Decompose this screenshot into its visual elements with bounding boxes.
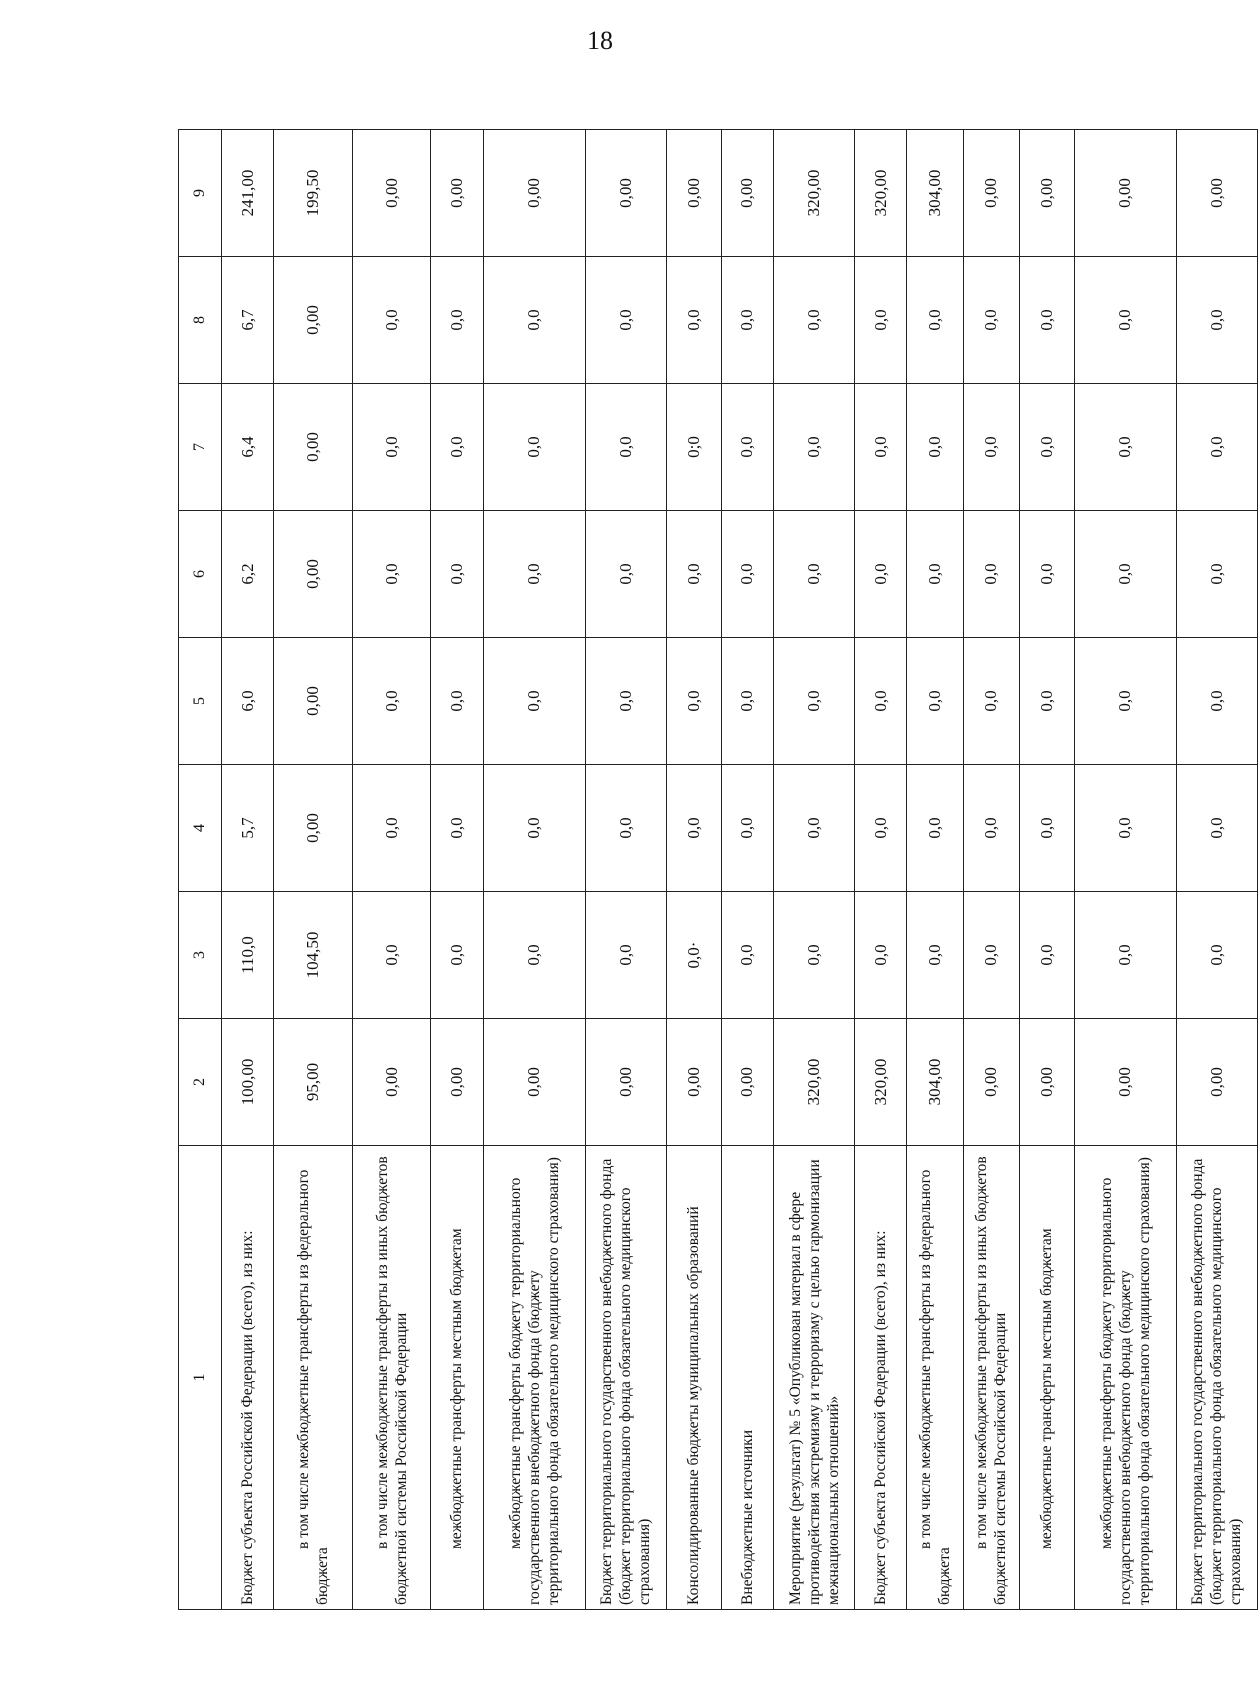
table-row	[1019, 130, 1074, 1610]
value-cell: 0,0	[855, 638, 907, 765]
table-row	[963, 130, 1019, 1610]
table-row	[907, 130, 963, 1610]
row-label: в том числе межбюджетные трансферты из федерального бюджета	[907, 1146, 963, 1610]
value-cell: 0,0	[666, 638, 721, 765]
value-cell: 5,7	[222, 765, 274, 892]
table-row	[431, 130, 483, 1610]
row-label: межбюджетные трансферты местным бюджетам	[1019, 1146, 1074, 1610]
value-cell: 0,0	[963, 257, 1019, 384]
value-cell: 0,0	[773, 638, 854, 765]
value-cell: 0,00	[721, 130, 773, 257]
value-cell: 320,00	[855, 130, 907, 257]
value-cell: 0,0	[483, 257, 585, 384]
value-cell: 0,0	[963, 765, 1019, 892]
budget-table	[178, 129, 1258, 1610]
value-cell: 0,00	[1074, 1019, 1176, 1146]
value-cell: 6,2	[222, 511, 274, 638]
value-cell: 0,0	[855, 511, 907, 638]
value-cell: 320,00	[855, 1019, 907, 1146]
value-cell: 0,0	[483, 384, 585, 511]
value-cell: 0,0	[585, 257, 666, 384]
table-row	[352, 130, 430, 1610]
value-cell: 0,0	[585, 638, 666, 765]
value-cell: 0,0	[1176, 892, 1257, 1019]
value-cell: 0,0	[855, 384, 907, 511]
value-cell: 0,0	[1074, 638, 1176, 765]
value-cell: 0,00	[963, 130, 1019, 257]
value-cell: 0,00	[274, 384, 352, 511]
value-cell: 0,0·	[666, 892, 721, 1019]
row-label: Мероприятие (результат) № 5 «Опубликован материал в сфере противодействия экстремизму и терроризму с целью гармонизации межнациональных отношений»	[773, 1146, 854, 1610]
value-cell: 0,00	[352, 1019, 430, 1146]
table-row	[1074, 130, 1176, 1610]
value-cell: 0,0	[721, 765, 773, 892]
value-cell: 320,00	[773, 130, 854, 257]
value-cell: 0,0	[483, 765, 585, 892]
page-number: 18	[587, 26, 613, 55]
column-header: 2	[179, 1019, 222, 1146]
value-cell: 0,00	[352, 130, 430, 257]
value-cell: 0,0	[1074, 765, 1176, 892]
value-cell: 0,0	[721, 384, 773, 511]
row-label: Консолидированные бюджеты муниципальных образований	[666, 1146, 721, 1610]
value-cell: 0,0	[431, 511, 483, 638]
value-cell: 0,0	[352, 384, 430, 511]
value-cell: 0,0	[1074, 257, 1176, 384]
column-header: 6	[179, 511, 222, 638]
value-cell: 0,0	[1074, 511, 1176, 638]
column-header: 8	[179, 257, 222, 384]
value-cell: 0,0	[963, 511, 1019, 638]
value-cell: 0,00	[666, 130, 721, 257]
value-cell: 0,00	[431, 130, 483, 257]
value-cell: 0,0	[1019, 892, 1074, 1019]
value-cell: 0,0	[431, 257, 483, 384]
column-header: 3	[179, 892, 222, 1019]
table-row	[721, 130, 773, 1610]
value-cell: 0,0	[773, 384, 854, 511]
value-cell: 0,0	[773, 892, 854, 1019]
value-cell: 0,0	[352, 511, 430, 638]
value-cell: 0,0	[907, 384, 963, 511]
row-label: в том числе межбюджетные трансферты из иных бюджетов бюджетной системы Российской Федерации	[352, 1146, 430, 1610]
value-cell: 0,0	[666, 511, 721, 638]
table-row	[483, 130, 585, 1610]
table-row	[222, 130, 274, 1610]
value-cell: 0,0	[721, 257, 773, 384]
value-cell: 0,0	[585, 765, 666, 892]
value-cell: 0,0	[1019, 638, 1074, 765]
value-cell: 0,0	[666, 257, 721, 384]
value-cell: 0,0	[773, 257, 854, 384]
table-row	[1176, 130, 1257, 1610]
value-cell: 0,0	[773, 765, 854, 892]
value-cell: 0,0	[1176, 638, 1257, 765]
value-cell: 320,00	[773, 1019, 854, 1146]
value-cell: 95,00	[274, 1019, 352, 1146]
row-label: в том числе межбюджетные трансферты из федерального бюджета	[274, 1146, 352, 1610]
value-cell: 0,00	[431, 1019, 483, 1146]
value-cell: 0,0	[907, 638, 963, 765]
table-row	[585, 130, 666, 1610]
value-cell: 0,0	[855, 892, 907, 1019]
value-cell: 0,00	[721, 1019, 773, 1146]
value-cell: 0,0	[585, 511, 666, 638]
column-header: 9	[179, 130, 222, 257]
row-label: межбюджетные трансферты местным бюджетам	[431, 1146, 483, 1610]
value-cell: 0,0	[1019, 257, 1074, 384]
rotated-table-container	[178, 130, 1258, 1610]
value-cell: 0,00	[1019, 1019, 1074, 1146]
row-label: Бюджет субъекта Российской Федерации (всего), из них:	[855, 1146, 907, 1610]
value-cell: 0,00	[666, 1019, 721, 1146]
value-cell: 0,0	[666, 765, 721, 892]
row-label: межбюджетные трансферты бюджету территориального государственного внебюджетного фонда (бюджету территориального фонда обязательного медицинского страхования)	[1074, 1146, 1176, 1610]
value-cell: 0,0	[352, 257, 430, 384]
value-cell: 0,00	[963, 1019, 1019, 1146]
value-cell: 0,0	[1019, 384, 1074, 511]
value-cell: 0,00	[1176, 1019, 1257, 1146]
value-cell: 0,00	[1019, 130, 1074, 257]
row-label: Бюджет территориального государственного внебюджетного фонда (бюджет территориального фонда обязательного медицинского страхования)	[1176, 1146, 1257, 1610]
value-cell: 0,00	[1176, 130, 1257, 257]
value-cell: 0,0	[585, 384, 666, 511]
value-cell: 0,00	[1074, 130, 1176, 257]
value-cell: 0,00	[274, 257, 352, 384]
row-label: Внебюджетные источники	[721, 1146, 773, 1610]
value-cell: 0,0	[1176, 765, 1257, 892]
value-cell: 0,00	[274, 638, 352, 765]
value-cell: 0,0	[855, 765, 907, 892]
value-cell: 0,0	[483, 892, 585, 1019]
value-cell: 0,0	[907, 257, 963, 384]
value-cell: 0,0	[1019, 511, 1074, 638]
value-cell: 0,00	[274, 765, 352, 892]
column-header: 4	[179, 765, 222, 892]
value-cell: 304,00	[907, 1019, 963, 1146]
value-cell: 0;0	[666, 384, 721, 511]
value-cell: 0,0	[1176, 257, 1257, 384]
table-body	[222, 130, 1258, 1610]
column-header: 1	[179, 1146, 222, 1610]
value-cell: 0,0	[963, 384, 1019, 511]
value-cell: 304,00	[907, 130, 963, 257]
value-cell: 0,00	[585, 130, 666, 257]
value-cell: 0,0	[907, 765, 963, 892]
value-cell: 0,0	[431, 384, 483, 511]
value-cell: 0,0	[352, 638, 430, 765]
value-cell: 0,00	[483, 1019, 585, 1146]
value-cell: 0,00	[274, 511, 352, 638]
value-cell: 0,0	[721, 892, 773, 1019]
value-cell: 0,0	[907, 511, 963, 638]
value-cell: 0,0	[483, 638, 585, 765]
value-cell: 100,00	[222, 1019, 274, 1146]
value-cell: 6,0	[222, 638, 274, 765]
value-cell: 0,0	[431, 765, 483, 892]
value-cell: 0,0	[721, 638, 773, 765]
value-cell: 104,50	[274, 892, 352, 1019]
value-cell: 0,0	[585, 892, 666, 1019]
value-cell: 0,0	[721, 511, 773, 638]
table-row	[274, 130, 352, 1610]
value-cell: 0,0	[1176, 384, 1257, 511]
value-cell: 0,00	[585, 1019, 666, 1146]
table-row	[855, 130, 907, 1610]
value-cell: 0,0	[855, 257, 907, 384]
value-cell: 6,7	[222, 257, 274, 384]
value-cell: 0,0	[1074, 384, 1176, 511]
table-row	[666, 130, 721, 1610]
value-cell: 241,00	[222, 130, 274, 257]
table-header-row	[179, 130, 222, 1610]
row-label: Бюджет территориального государственного внебюджетного фонда (бюджет территориального фонда обязательного медицинского страхования)	[585, 1146, 666, 1610]
column-header: 7	[179, 384, 222, 511]
row-label: межбюджетные трансферты бюджету территориального государственного внебюджетного фонда (бюджету территориального фонда обязательного медицинского страхования)	[483, 1146, 585, 1610]
value-cell: 0,0	[431, 638, 483, 765]
value-cell: 0,0	[1176, 511, 1257, 638]
value-cell: 110,0	[222, 892, 274, 1019]
table-row	[773, 130, 854, 1610]
value-cell: 0,0	[773, 511, 854, 638]
row-label: Бюджет субъекта Российской Федерации (всего), из них:	[222, 1146, 274, 1610]
row-label: в том числе межбюджетные трансферты из иных бюджетов бюджетной системы Российской Федерации	[963, 1146, 1019, 1610]
value-cell: 0,0	[352, 892, 430, 1019]
value-cell: 6,4	[222, 384, 274, 511]
value-cell: 0,0	[1019, 765, 1074, 892]
value-cell: 0,0	[1074, 892, 1176, 1019]
value-cell: 199,50	[274, 130, 352, 257]
value-cell: 0,0	[907, 892, 963, 1019]
value-cell: 0,0	[352, 765, 430, 892]
value-cell: 0,0	[963, 892, 1019, 1019]
value-cell: 0,00	[483, 130, 585, 257]
column-header: 5	[179, 638, 222, 765]
value-cell: 0,0	[431, 892, 483, 1019]
value-cell: 0,0	[963, 638, 1019, 765]
value-cell: 0,0	[483, 511, 585, 638]
